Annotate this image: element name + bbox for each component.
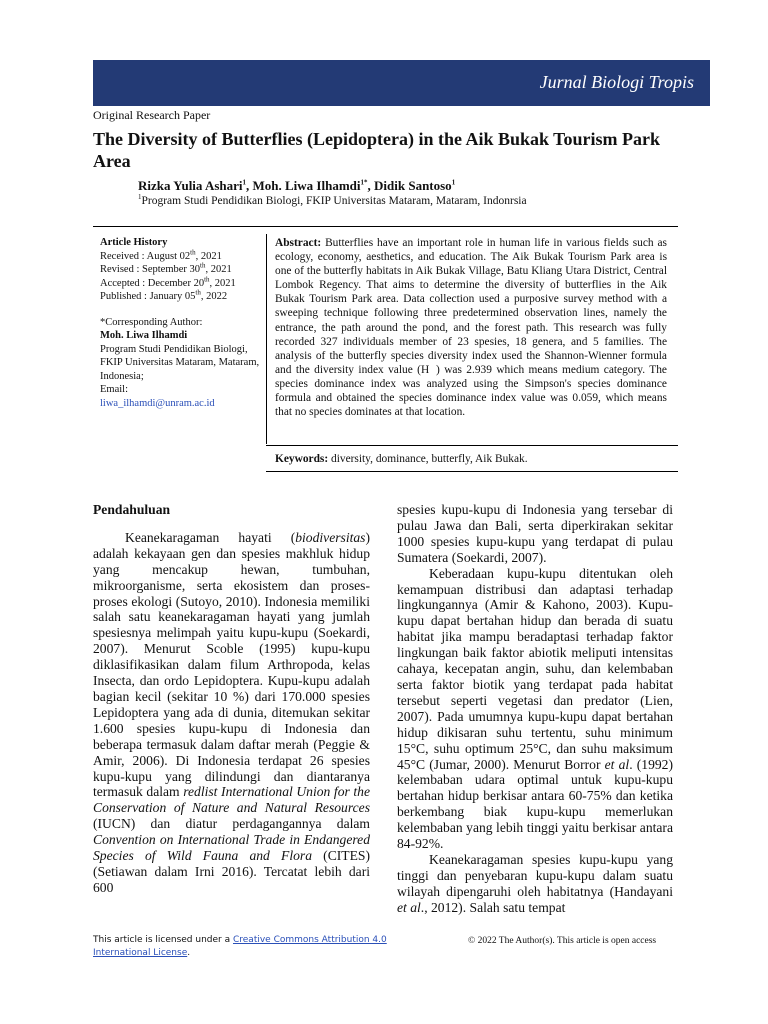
author-list — [138, 178, 455, 194]
author-name: , Moh. Liwa Ilhamdi — [246, 178, 361, 193]
divider-keywords — [266, 445, 678, 446]
paper-title: The Diversity of Butterflies (Lepidoptera) in the Aik Bukak Tourism Park Area — [93, 129, 661, 171]
affil-mark: 1 — [138, 193, 142, 202]
email-link[interactable]: liwa_ilhamdi@unram.ac.id — [100, 397, 215, 409]
journal-title: Jurnal Biologi Tropis — [539, 72, 694, 92]
corresponding-label: *Corresponding Author: — [100, 316, 203, 328]
column-divider — [266, 234, 267, 444]
abstract — [275, 236, 667, 419]
author-affil-mark: 1* — [360, 178, 368, 187]
body-paragraph: spesies kupu-kupu di Indonesia yang tersebar di pulau Jawa dan Bali, serta diperkirakan sekitar 1000 spesies kupu-kupu yang terdapat di pulau Sumatera (Soekardi, 2007). — [397, 502, 673, 565]
author-name: Rizka Yulia Ashari — [138, 178, 243, 193]
section-heading: Pendahuluan — [93, 502, 171, 517]
author-name: , Didik Santoso — [367, 178, 452, 193]
abstract-label: Abstract: — [275, 237, 322, 249]
author-affil-mark: 1 — [242, 178, 247, 187]
body-column-right — [397, 502, 673, 916]
keywords — [275, 453, 667, 465]
history-accepted: Accepted : December 20th, 2021 — [100, 275, 236, 289]
history-received: Received : August 02th, 2021 — [100, 248, 222, 262]
body-paragraph: Keanekaragaman hayati (biodiversitas) adalah kekayaan gen dan spesies makhluk hidup yang mencakup hewan, tumbuhan, mikroorganisme, serta ekosistem dan proses-proses ekologi (Sutoyo, 2010). Indonesia memiliki salah satu keanekaragaman hayati yang jumlah spesiesnya melimpah yaitu kupu-kupu (Soekardi, 2007). Menurut Scoble (1995) kupu-kupu diklasifikasikan dalam filum Arthropoda, kelas Insecta, dan ordo Lepidoptera. Kupu-kupu adalah bagian kecil (sekitar 10 %) dari 170.000 spesies Lepidoptera yang ada di dunia, ditemukan sekitar 1.600 spesies kupu-kupu di Indonesia dan beberapa termasuk dalam daftar merah (Peggie & Amir, 2006). Di Indonesia terdapat 26 spesies kupu-kupu yang dilindungi dan diantaranya termasuk dalam redlist International Union for the Conservation of Nature and Natural Resources (IUCN) dan diatur perdagangannya dalam Convention on International Trade in Endangered Species of Wild Fauna and Flora (CITES) (Setiawan dalam Irni 2016). Tercatat lebih dari 600 — [93, 529, 370, 895]
license-notice: This article is licensed under a Creative Commons Attribution 4.0 International License. — [93, 935, 387, 958]
corresponding-affiliation: Program Studi Pendidikan Biologi, FKIP Universitas Mataram, Mataram, Indonesia; — [100, 343, 260, 382]
corresponding-author: Moh. Liwa Ilhamdi — [100, 330, 188, 341]
copyright-notice: © 2022 The Author(s). This article is open access — [468, 936, 657, 946]
paper-type: Original Research Paper — [93, 108, 211, 122]
body-paragraph: Keberadaan kupu-kupu ditentukan oleh kemampuan distribusi dan adaptasi terhadap lingkungannya (Amir & Kahono, 2003). Kupu-kupu dapat bertahan hidup dan berada di suatu habitat jika mampu beradaptasi terhadap faktor lingkungan baik faktor abiotik meliputi intensitas cahaya, kecepatan angin, suhu, dan kelembaban serta faktor biotik yang terdapat pada habitat tersebut seperti vegetasi dan predator (Lien, 2007). Pada umumnya kupu-kupu dapat bertahan hidup dikisaran suhu tertentu, suhu minimum 15°C, suhu optimum 25°C, dan suhu maksimum 45°C (Jumar, 2000). Menurut Borror et al. (1992) kelembaban udara optimal untuk kupu-kupu bertahan hidup berkisar antara 60-75% dan ketika berkembang biak kupu-kupu memerlukan kelembaban yang lebih tinggi yaitu berkisar antara 84-92%. — [397, 565, 673, 852]
history-heading: Article History — [100, 237, 168, 248]
keywords-text: diversity, dominance, butterfly, Aik Bukak. — [331, 453, 528, 465]
abstract-text: Butterflies have an important role in human life in various fields such as ecology, economy, aesthetics, and education. The Aik Bukak Tourism Park area is one of the butterfly habitats in Aik Bukak Village, Batu Kliang Utara District, Central Lombok Regency. That aims to determine the diversity of butterflies in the Aik Bukak Tourism Park area. Data collection used a purposive survey method with a sweeping technique following three predetermined observation lines, namely the entrance, the path around the pond, and the forest path. This research was fully recorded 327 individuals member of 23 spesies, 18 genera, and 5 families. The analysis of the butterfly species diversity index used the Shannon-Wienner formula and the diversity index value (H ) was 2.939 which means medium category. The species dominance index was analyzed using the Simpson's species dominance formula and obtained the species dominance index value was 0.059, which means that no species dominates at that location. — [275, 237, 667, 419]
article-history — [100, 236, 260, 410]
body-column-left — [93, 502, 370, 896]
history-published: Published : January 05th, 2022 — [100, 288, 228, 302]
journal-header-bar — [93, 60, 710, 106]
email-label: Email: — [100, 384, 128, 395]
body-paragraph: Keanekaragaman spesies kupu-kupu yang tinggi dan penyebaran kupu-kupu dalam suatu wilayah dipengaruhi oleh habitatnya (Handayani et al., 2012). Salah satu tempat — [397, 851, 673, 915]
license-link[interactable]: Creative Commons Attribution 4.0 International License — [93, 935, 387, 958]
divider-bottom — [266, 471, 678, 472]
affiliation — [138, 195, 527, 207]
history-revised: Revised : September 30th, 2021 — [100, 261, 232, 275]
keywords-label: Keywords: — [275, 453, 329, 465]
author-affil-mark: 1 — [451, 178, 456, 187]
divider-top — [93, 226, 678, 227]
affiliation-text: Program Studi Pendidikan Biologi, FKIP Universitas Mataram, Mataram, Indonrsia — [141, 195, 527, 207]
